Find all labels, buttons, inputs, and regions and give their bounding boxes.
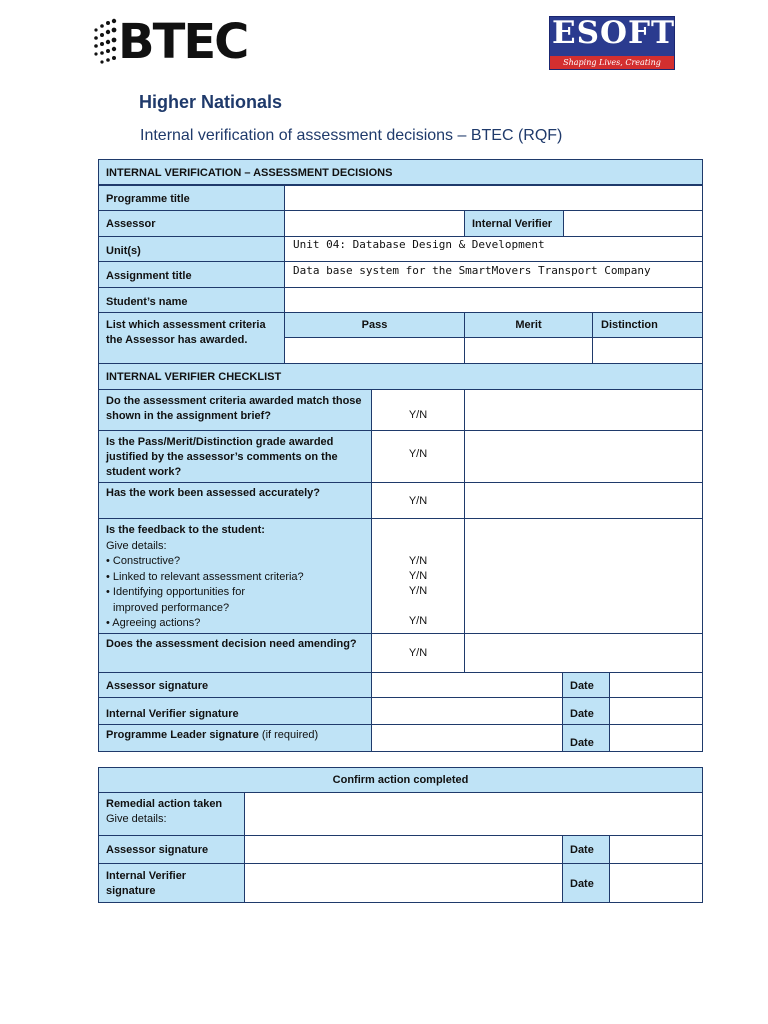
criteria-match-yn[interactable] [371,389,465,431]
assessor-signature-field[interactable] [371,672,563,698]
programme-title-field[interactable] [284,185,703,211]
student-name-label: Student’s name [98,287,285,313]
checklist-header: INTERNAL VERIFIER CHECKLIST [98,363,703,390]
confirm-assessor-signature-field[interactable] [244,835,563,864]
grade-justified-comments[interactable] [464,430,703,483]
checklist-question-feedback [98,518,372,634]
amending-yn[interactable] [371,633,465,673]
yn-text: Y/N [408,585,428,597]
feedback-yn[interactable] [371,518,465,634]
feedback-bullet-identifying: • Identifying opportunities for [106,586,245,598]
confirm-iv-signature-field[interactable] [244,863,563,903]
iv-table-header: INTERNAL VERIFICATION – ASSESSMENT DECISIONS [98,159,703,185]
feedback-bullet-agreeing: • Agreeing actions? [106,617,201,629]
esoft-tagline: Shaping Lives, Creating Futures. [550,56,674,69]
distinction-label: Distinction [592,312,703,338]
feedback-give-details: Give details: [106,539,167,552]
merit-field[interactable] [464,337,593,364]
yn-text: Y/N [408,615,428,627]
assessed-accurately-yn[interactable] [371,482,465,519]
iv-signature-label: Internal Verifier signature [98,697,372,725]
confirm-iv-date-field[interactable] [609,863,703,903]
yn-text: Y/N [408,647,428,659]
internal-verifier-field[interactable] [563,210,703,237]
yn-text: Y/N [408,555,428,567]
yn-text: Y/N [408,495,428,507]
grade-justified-yn[interactable] [371,430,465,483]
feedback-bullet-identifying-cont: improved performance? [113,601,230,614]
esoft-logo [549,15,676,80]
btec-dots-icon [92,18,118,68]
feedback-comments[interactable] [464,518,703,634]
programme-title-label: Programme title [98,185,285,211]
confirm-assessor-date-field[interactable] [609,835,703,864]
units-field[interactable]: Unit 04: Database Design & Development [284,236,703,262]
page-title: Higher Nationals [139,92,283,112]
btec-logo-text: BTEC [118,14,248,70]
confirm-assessor-date-label: Date [562,835,610,864]
pl-date-label: Date [562,724,610,752]
assessor-date-label: Date [562,672,610,698]
feedback-bullet-constructive: • Constructive? [106,555,181,567]
pl-date-field[interactable] [609,724,703,752]
merit-label: Merit [464,312,593,338]
distinction-field[interactable] [592,337,703,364]
confirm-iv-date-label: Date [562,863,610,903]
esoft-logo-text: ESOFT [552,15,676,51]
remedial-action-title: Remedial action taken [106,798,223,810]
assessor-signature-label: Assessor signature [98,672,372,698]
assessor-date-field[interactable] [609,672,703,698]
remedial-give-details: Give details: [106,813,167,825]
pl-signature-field[interactable] [371,724,563,752]
amending-comments[interactable] [464,633,703,673]
page-subtitle: Internal verification of assessment decisions – BTEC (RQF) [140,127,563,144]
pass-label: Pass [284,312,465,338]
criteria-label: List which assessment criteria the Assessor has awarded. [98,312,285,364]
assessor-label: Assessor [98,210,285,237]
yn-text: Y/N [408,448,428,460]
pl-if-required: (if required) [261,729,319,741]
btec-logo [92,16,252,72]
internal-verifier-label: Internal Verifier [464,210,564,237]
checklist-question-assessed-accurately: Has the work been assessed accurately? [98,482,372,519]
iv-date-label: Date [562,697,610,725]
confirm-assessor-signature-label: Assessor signature [98,835,245,864]
assignment-title-label: Assignment title [98,261,285,288]
checklist-question-grade-justified: Is the Pass/Merit/Distinction grade awarded justified by the assessor’s comments on the student work? [98,430,372,483]
pl-signature-label [98,724,372,752]
confirm-action-header: Confirm action completed [98,767,703,793]
pass-field[interactable] [284,337,465,364]
feedback-question-title: Is the feedback to the student: [106,524,265,536]
criteria-match-comments[interactable] [464,389,703,431]
remedial-action-label [98,792,245,836]
student-name-field[interactable] [284,287,703,313]
checklist-question-amending: Does the assessment decision need amending? [98,633,372,673]
yn-text: Y/N [408,409,428,421]
confirm-iv-signature-label: Internal Verifier signature [98,863,245,903]
pl-signature-text: Programme Leader signature [106,729,259,741]
iv-date-field[interactable] [609,697,703,725]
yn-text: Y/N [408,570,428,582]
feedback-bullet-linked: • Linked to relevant assessment criteria? [106,570,304,583]
assessed-accurately-comments[interactable] [464,482,703,519]
checklist-question-criteria-match: Do the assessment criteria awarded match those shown in the assignment brief? [98,389,372,431]
remedial-action-field[interactable] [244,792,703,836]
assessor-field[interactable] [284,210,465,237]
iv-signature-field[interactable] [371,697,563,725]
assignment-title-field[interactable]: Data base system for the SmartMovers Transport Company [284,261,703,288]
units-label: Unit(s) [98,236,285,262]
